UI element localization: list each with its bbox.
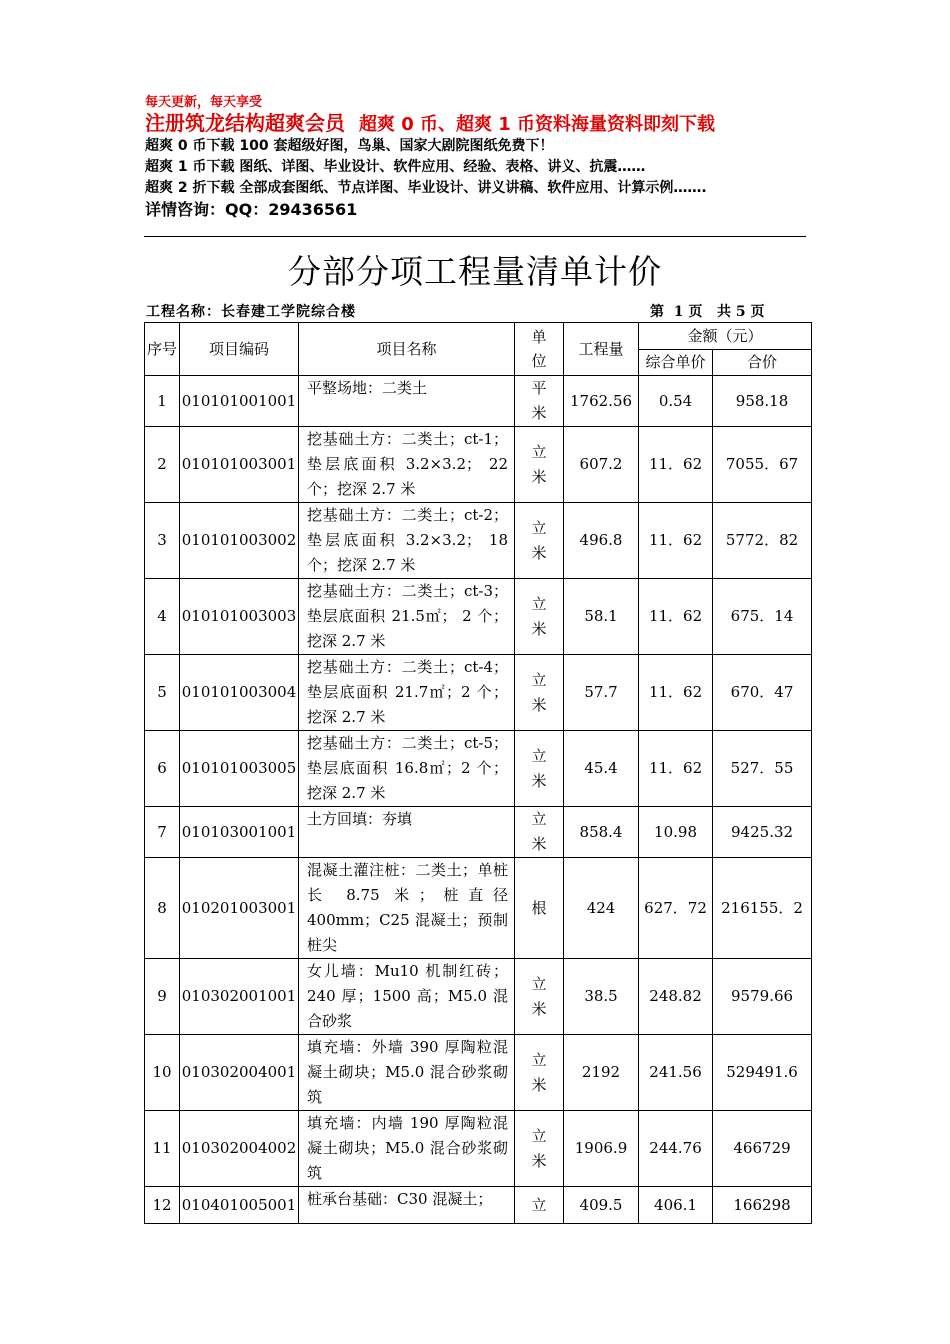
promo-line-discount: 超爽 2 折下载 全部成套图纸、节点详图、毕业设计、讲义讲稿、软件应用、计算示例……. (145, 180, 707, 196)
cell-unit: 根 (515, 858, 564, 959)
cell-qty: 607.2 (564, 427, 639, 503)
cell-name: 挖基础土方：二类土；ct-4；垫层底面积 21.7㎡；2 个；挖深 2.7 米 (299, 655, 515, 731)
page-title: 分部分项工程量清单计价 (288, 252, 662, 291)
project-name: 工程名称：长春建工学院综合楼 (146, 304, 356, 320)
cell-total: 9579.66 (713, 959, 812, 1035)
table-row (145, 731, 812, 807)
cell-name: 挖基础土方：二类土；ct-3；垫层底面积 21.5㎡； 2 个；挖深 2.7 米 (299, 579, 515, 655)
table-row (145, 503, 812, 579)
cell-total: 9425.32 (713, 807, 812, 858)
cell-unit-price: 11．62 (639, 655, 713, 731)
cell-seq: 4 (145, 579, 180, 655)
table-row (145, 655, 812, 731)
cell-qty: 496.8 (564, 503, 639, 579)
cell-total: 466729 (713, 1111, 812, 1187)
cell-total: 216155．2 (713, 858, 812, 959)
cell-unit-price: 11．62 (639, 427, 713, 503)
header-seq: 序号 (145, 323, 180, 376)
cell-unit-price: 244.76 (639, 1111, 713, 1187)
cell-seq: 5 (145, 655, 180, 731)
cell-unit-price: 11．62 (639, 731, 713, 807)
cell-qty: 58.1 (564, 579, 639, 655)
table-row (145, 579, 812, 655)
cell-unit: 立米 (515, 655, 564, 731)
cell-unit-price: 11．62 (639, 503, 713, 579)
cell-name: 挖基础土方：二类土；ct-5；垫层底面积 16.8㎡；2 个；挖深 2.7 米 (299, 731, 515, 807)
promo-line-0coin: 超爽 0 币下载 100 套超级好图，鸟巢、国家大剧院图纸免费下！ (145, 138, 554, 154)
cell-code: 010101003003 (180, 579, 299, 655)
cell-name: 填充墙：内墙 190 厚陶粒混凝土砌块；M5.0 混合砂浆砌筑 (299, 1111, 515, 1187)
cell-total: 5772．82 (713, 503, 812, 579)
promo-line-1coin: 超爽 1 币下载 图纸、详图、毕业设计、软件应用、经验、表格、讲义、抗震…… (145, 159, 646, 175)
promo-register-text: 注册筑龙结构超爽会员 (145, 111, 345, 135)
cell-code: 010302004001 (180, 1035, 299, 1111)
cell-name: 填充墙：外墙 390 厚陶粒混凝土砌块；M5.0 混合砂浆砌筑 (299, 1035, 515, 1111)
cell-qty: 424 (564, 858, 639, 959)
cell-code: 010201003001 (180, 858, 299, 959)
cell-qty: 1906.9 (564, 1111, 639, 1187)
cell-total: 958.18 (713, 376, 812, 427)
cell-total: 670．47 (713, 655, 812, 731)
cell-name: 挖基础土方：二类土；ct-2；垫层底面积 3.2×3.2； 18 个；挖深 2.7 米 (299, 503, 515, 579)
cell-seq: 10 (145, 1035, 180, 1111)
cell-code: 010101003004 (180, 655, 299, 731)
cell-unit-price: 241.56 (639, 1035, 713, 1111)
table-row (145, 858, 812, 959)
table-row (145, 807, 812, 858)
header-unit-price: 综合单价 (639, 350, 713, 376)
cell-seq: 6 (145, 731, 180, 807)
cell-unit: 立米 (515, 1035, 564, 1111)
cell-code: 010101003002 (180, 503, 299, 579)
promo-line-daily: 每天更新，每天享受 (145, 95, 263, 110)
cell-qty: 409.5 (564, 1187, 639, 1224)
promo-register-sub: 超爽 0 币、超爽 1 币资料海量资料即刻下载 (358, 114, 716, 135)
cell-unit: 立 (515, 1187, 564, 1224)
header-total: 合价 (713, 350, 812, 376)
cell-unit-price: 10.98 (639, 807, 713, 858)
cell-unit: 平米 (515, 376, 564, 427)
cell-unit-price: 406.1 (639, 1187, 713, 1224)
cell-seq: 9 (145, 959, 180, 1035)
cell-name: 女儿墙：Mu10 机制红砖；240 厚；1500 高；M5.0 混合砂浆 (299, 959, 515, 1035)
cell-total: 7055．67 (713, 427, 812, 503)
cell-seq: 7 (145, 807, 180, 858)
bill-table (144, 322, 812, 1224)
cell-unit: 立米 (515, 1111, 564, 1187)
promo-line-register (145, 112, 815, 136)
cell-seq: 12 (145, 1187, 180, 1224)
header-name: 项目名称 (299, 323, 515, 376)
promo-line-contact: 详情咨询：QQ：29436561 (145, 200, 358, 219)
header-unit: 单位 (515, 323, 564, 376)
cell-code: 010103001001 (180, 807, 299, 858)
divider (144, 236, 806, 237)
cell-unit: 立米 (515, 807, 564, 858)
cell-total: 527．55 (713, 731, 812, 807)
cell-name: 混凝土灌注桩：二类土；单桩长 8.75 米；桩直径 400mm；C25 混凝土；预制桩尖 (299, 858, 515, 959)
cell-qty: 1762.56 (564, 376, 639, 427)
cell-seq: 8 (145, 858, 180, 959)
cell-name: 挖基础土方：二类土；ct-1；垫层底面积 3.2×3.2； 22 个；挖深 2.7 米 (299, 427, 515, 503)
cell-code: 010101003001 (180, 427, 299, 503)
cell-unit-price: 627．72 (639, 858, 713, 959)
cell-seq: 2 (145, 427, 180, 503)
cell-seq: 3 (145, 503, 180, 579)
cell-code: 010302001001 (180, 959, 299, 1035)
cell-seq: 11 (145, 1111, 180, 1187)
header-qty: 工程量 (564, 323, 639, 376)
table-row (145, 1187, 812, 1224)
page-number: 第 1 页 共 5 页 (650, 304, 765, 320)
cell-unit: 立米 (515, 959, 564, 1035)
cell-code: 010101003005 (180, 731, 299, 807)
cell-name: 土方回填：夯填 (299, 807, 515, 858)
table-row (145, 376, 812, 427)
cell-qty: 2192 (564, 1035, 639, 1111)
promo-banner (145, 94, 815, 221)
cell-unit: 立米 (515, 427, 564, 503)
table-row (145, 1035, 812, 1111)
cell-unit-price: 0.54 (639, 376, 713, 427)
cell-unit: 立米 (515, 503, 564, 579)
cell-seq: 1 (145, 376, 180, 427)
cell-unit-price: 248.82 (639, 959, 713, 1035)
cell-total: 166298 (713, 1187, 812, 1224)
cell-unit-price: 11．62 (639, 579, 713, 655)
cell-name: 平整场地：二类土 (299, 376, 515, 427)
table-row (145, 427, 812, 503)
cell-code: 010302004002 (180, 1111, 299, 1187)
header-amount: 金额（元） (639, 323, 812, 350)
cell-qty: 57.7 (564, 655, 639, 731)
cell-unit: 立米 (515, 731, 564, 807)
cell-total: 529491.6 (713, 1035, 812, 1111)
cell-qty: 38.5 (564, 959, 639, 1035)
cell-unit: 立米 (515, 579, 564, 655)
table-row (145, 959, 812, 1035)
cell-qty: 45.4 (564, 731, 639, 807)
cell-code: 010401005001 (180, 1187, 299, 1224)
cell-name: 桩承台基础：C30 混凝土； (299, 1187, 515, 1224)
header-code: 项目编码 (180, 323, 299, 376)
cell-qty: 858.4 (564, 807, 639, 858)
cell-total: 675．14 (713, 579, 812, 655)
cell-code: 010101001001 (180, 376, 299, 427)
table-row (145, 1111, 812, 1187)
